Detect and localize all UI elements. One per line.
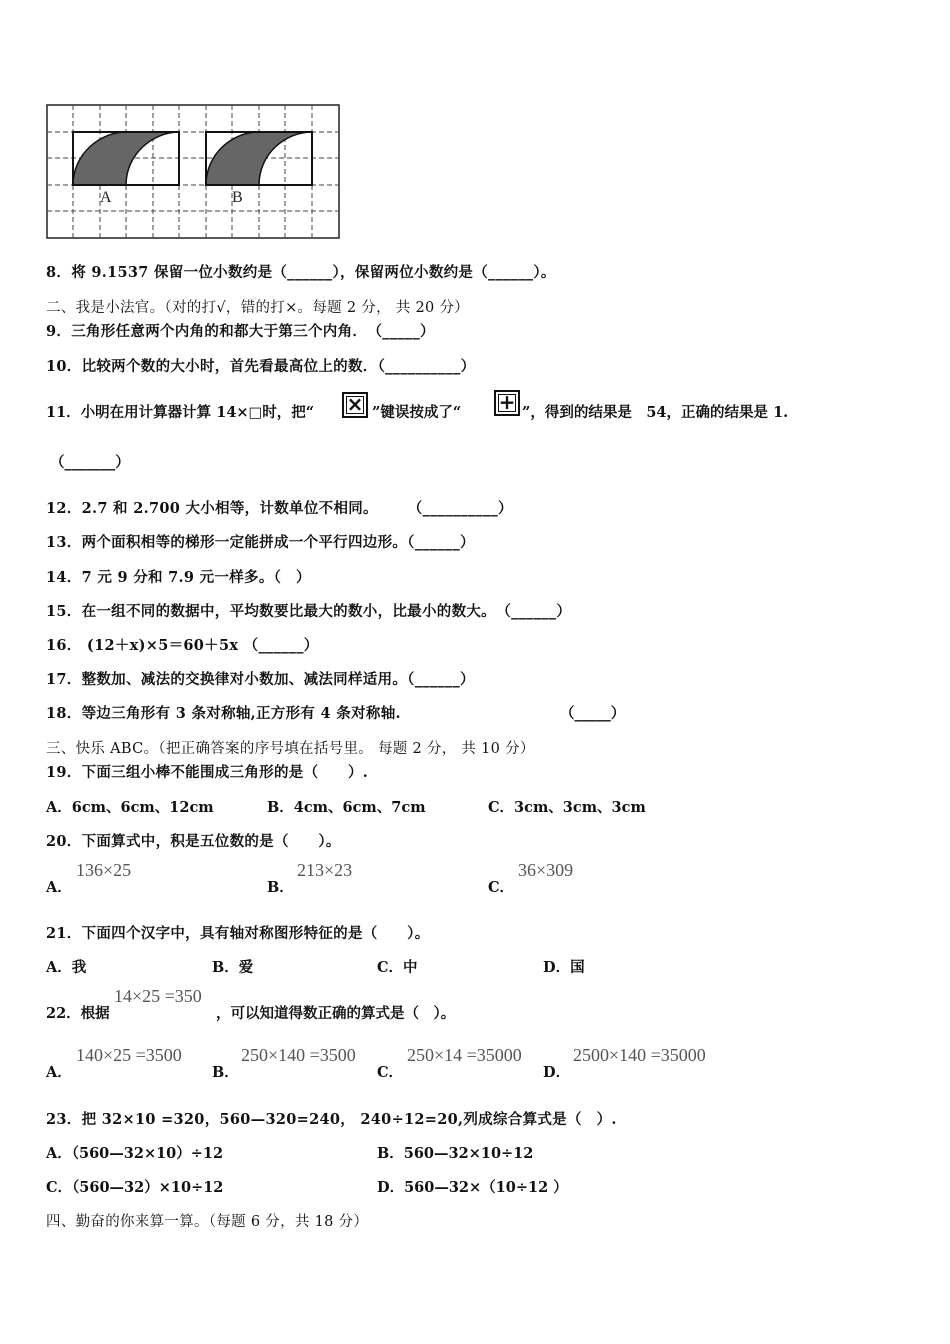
plus-key-icon: + [494, 390, 520, 416]
question-11-part3: ”，得到的结果是 54，正确的结果是 1. [522, 404, 789, 421]
q22-expr-d: 2500×140 =35000 [573, 1045, 706, 1065]
section-2-heading: 二、我是小法官。（对的打√，错的打×。每题 2 分， 共 20 分） [46, 300, 470, 316]
q20-label-c: C． [488, 879, 515, 896]
question-8: 8．将 9.1537 保留一位小数约是（______），保留两位小数约是（______）。 [46, 264, 556, 281]
question-16: 16． (12＋x)×5＝60＋5x （______） [46, 637, 319, 654]
q21-option-a: A．我 [46, 959, 87, 976]
q19-option-a: A．6cm、6cm、12cm [46, 799, 214, 816]
question-18-blank: （_____） [560, 705, 626, 722]
question-14: 14．7 元 9 分和 7.9 元一样多。（ ） [46, 569, 311, 586]
q23-option-d: D．560—32×（10÷12 ） [377, 1179, 568, 1196]
q19-option-c: C．3cm、3cm、3cm [488, 799, 646, 816]
q20-expr-a: 136×25 [76, 860, 132, 880]
question-18: 18．等边三角形有 3 条对称轴,正方形有 4 条对称轴. [46, 705, 401, 722]
label-b: B [232, 189, 243, 206]
q22-label-b: B． [212, 1064, 239, 1081]
question-11-part1: 11．小明在用计算器计算 14×□时，把“ [46, 404, 315, 421]
q22-given: 14×25 =350 [114, 986, 202, 1006]
q20-expr-c: 36×309 [518, 860, 574, 880]
q21-option-b: B．爱 [212, 959, 254, 976]
q22-expr-a: 140×25 =3500 [76, 1045, 182, 1065]
q23-option-a: A．（560—32×10）÷12 [46, 1145, 224, 1162]
question-15: 15．在一组不同的数据中，平均数要比最大的数小，比最小的数大。 （______） [46, 603, 572, 620]
label-a: A [100, 189, 112, 206]
question-12: 12．2.7 和 2.700 大小相等，计数单位不相同。 （__________） [46, 500, 513, 517]
question-11-blank: （_______） [50, 454, 130, 471]
q23-option-c: C．（560—32）×10÷12 [46, 1179, 224, 1196]
multiply-key-icon: × [342, 392, 368, 418]
q20-label-a: A． [46, 879, 72, 896]
q21-option-d: D．国 [543, 959, 585, 976]
grid-figure [46, 104, 342, 240]
question-11-part2: ”键误按成了“ [372, 404, 462, 421]
q21-option-c: C．中 [377, 959, 418, 976]
section-4-heading: 四、勤奋的你来算一算。（每题 6 分，共 18 分） [46, 1214, 369, 1230]
q22-suffix: ，可以知道得数正确的算式是（ ）。 [216, 1005, 456, 1022]
question-19: 19．下面三组小棒不能围成三角形的是（ ）. [46, 764, 369, 781]
q22-prefix: 22．根据 [46, 1005, 110, 1022]
q19-option-b: B．4cm、6cm、7cm [267, 799, 426, 816]
question-9: 9．三角形任意两个内角的和都大于第三个内角． （_____） [46, 323, 435, 340]
question-17: 17．整数加、减法的交换律对小数加、减法同样适用。（______） [46, 671, 475, 688]
q22-label-c: C． [377, 1064, 404, 1081]
section-3-heading: 三、快乐 ABC。（把正确答案的序号填在括号里。 每题 2 分， 共 10 分） [46, 741, 535, 757]
question-23: 23．把 32×10 =320，560—320=240， 240÷12=20,列成综合算式是（ ）. [46, 1111, 617, 1128]
q20-expr-b: 213×23 [297, 860, 353, 880]
q20-label-b: B． [267, 879, 294, 896]
question-20: 20．下面算式中，积是五位数的是（ ）。 [46, 833, 341, 850]
q22-expr-c: 250×14 =35000 [407, 1045, 522, 1065]
q23-option-b: B．560—32×10÷12 [377, 1145, 534, 1162]
question-13: 13．两个面积相等的梯形一定能拼成一个平行四边形。（______） [46, 534, 475, 551]
question-21: 21．下面四个汉字中，具有轴对称图形特征的是（ ）。 [46, 925, 430, 942]
q22-label-d: D． [543, 1064, 571, 1081]
question-10: 10．比较两个数的大小时，首先看最高位上的数．（__________） [46, 358, 476, 375]
q22-label-a: A． [46, 1064, 72, 1081]
q22-expr-b: 250×140 =3500 [241, 1045, 356, 1065]
